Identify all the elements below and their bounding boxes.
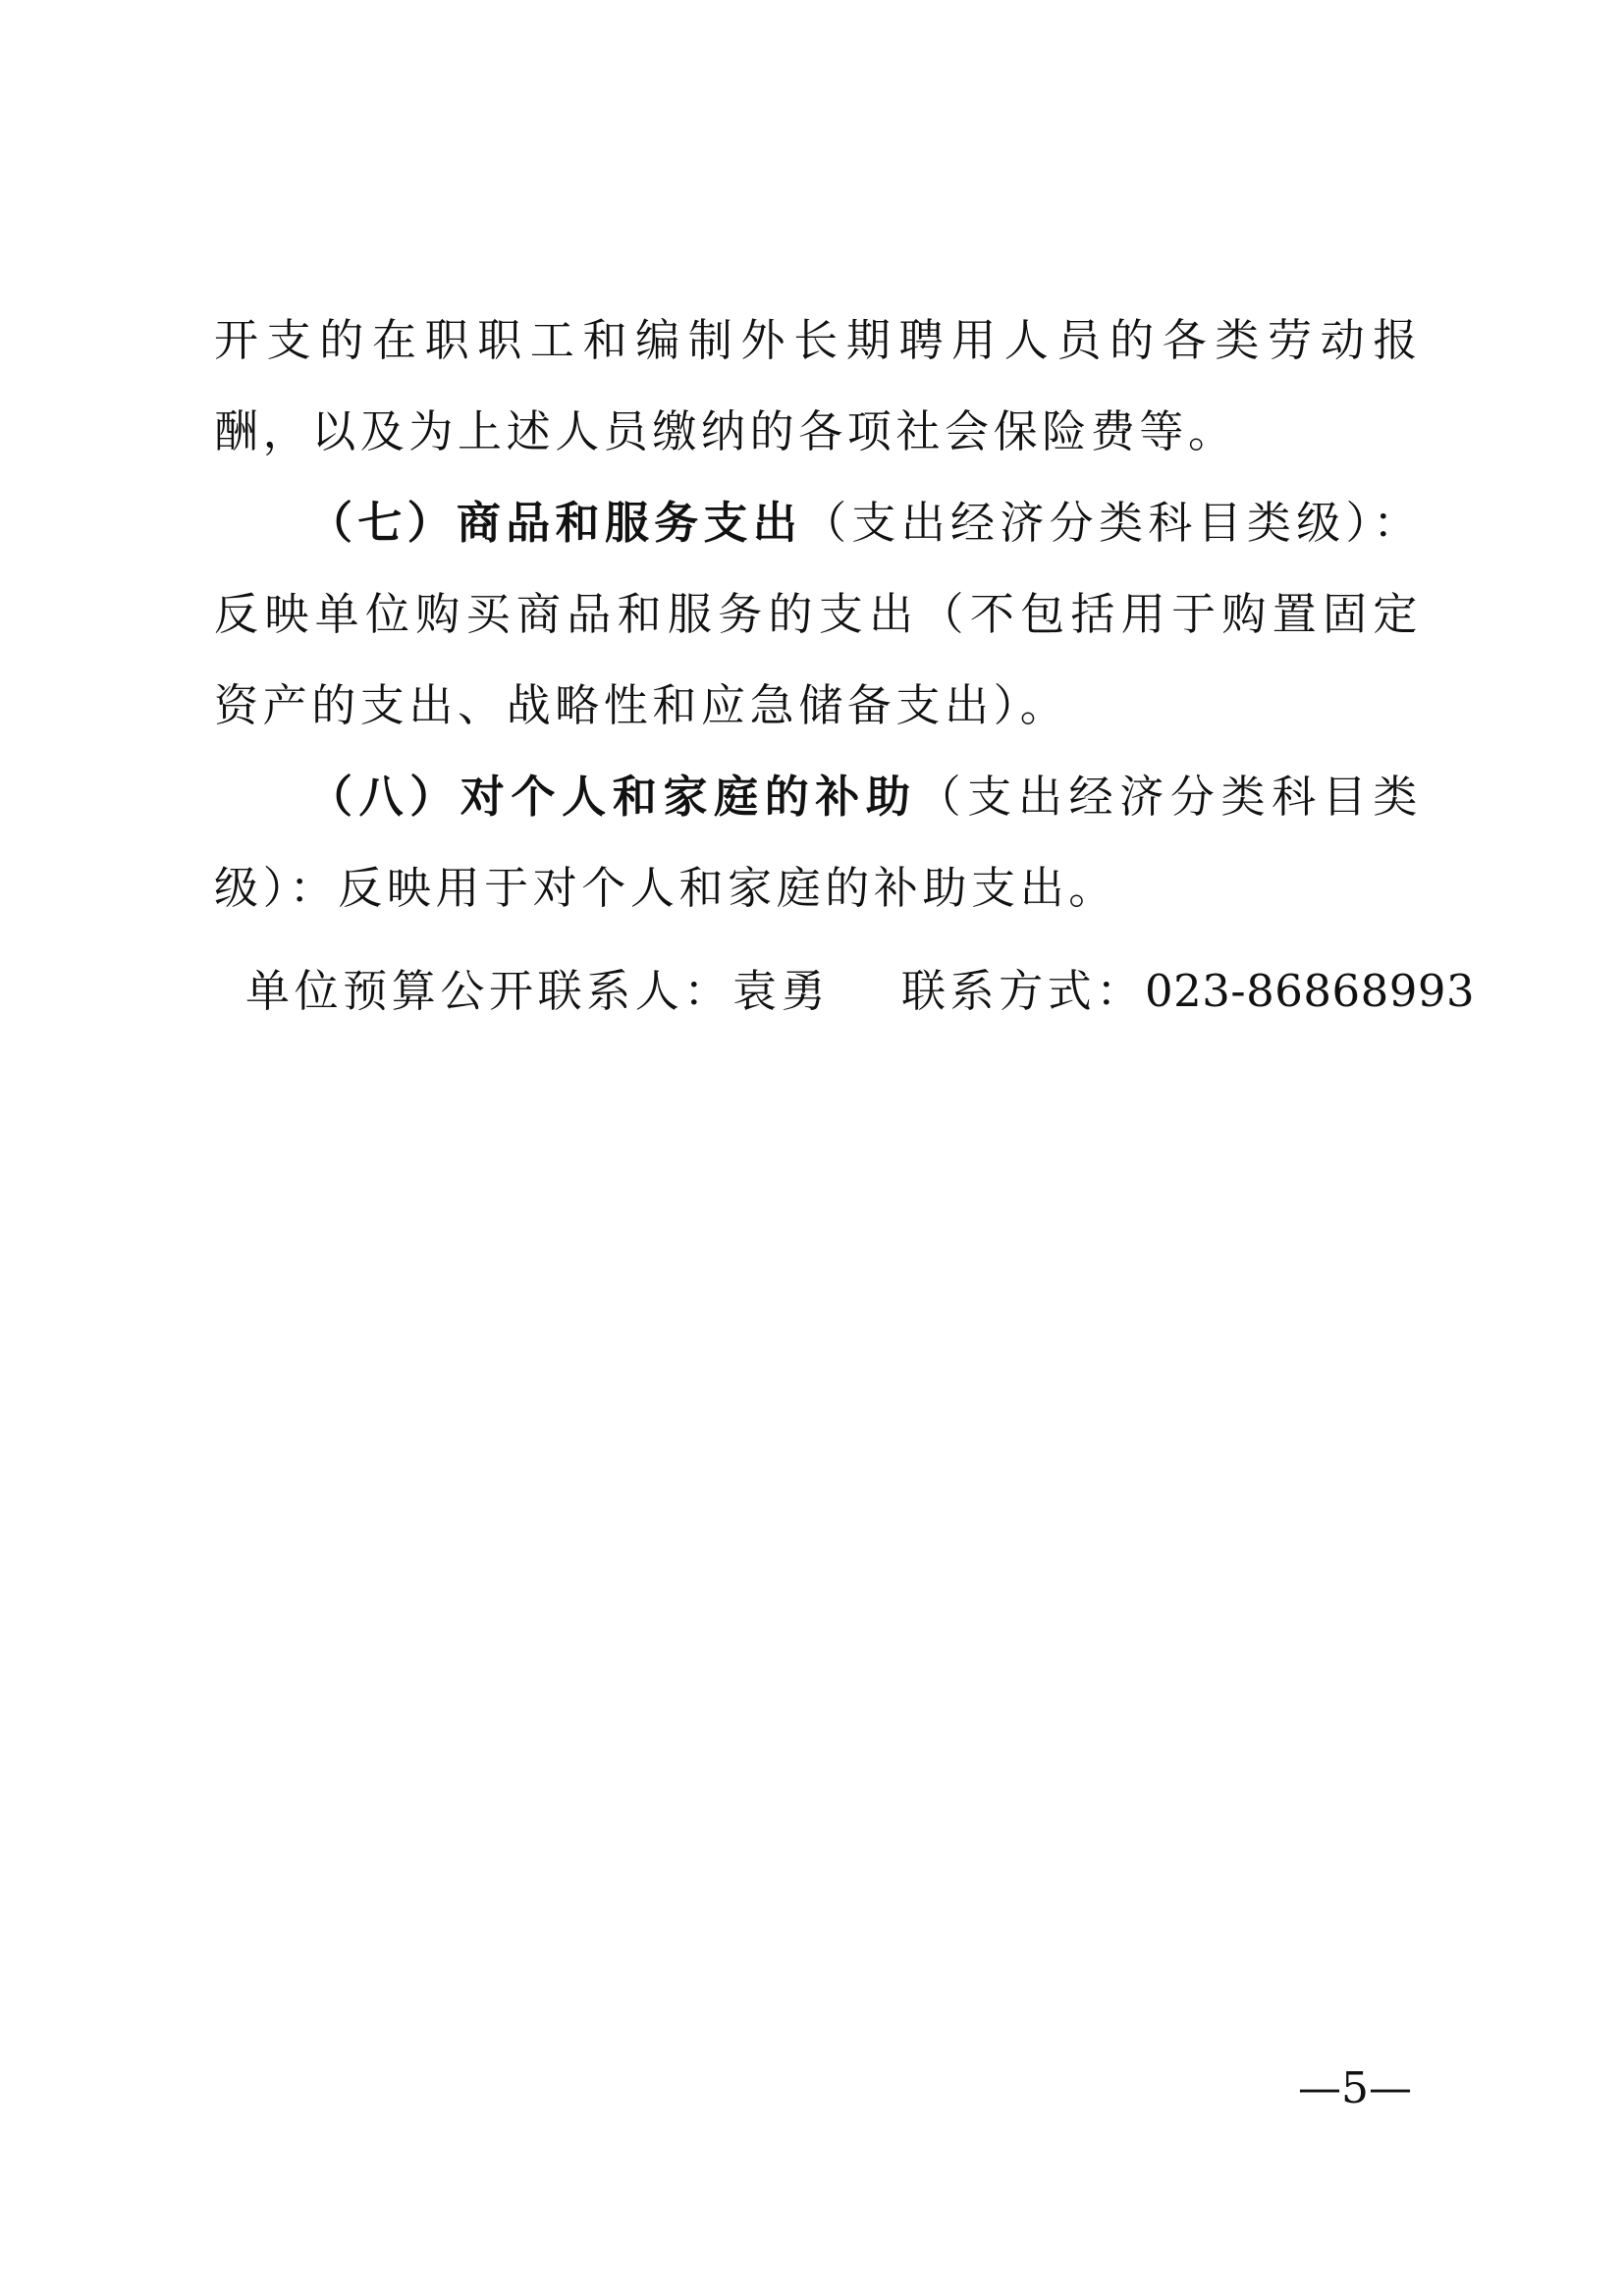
contact-person-name: 袁勇 bbox=[732, 965, 831, 1017]
paragraph-wage-continuation bbox=[214, 294, 1422, 477]
page-number: —5— bbox=[1298, 2063, 1412, 2113]
contact-method bbox=[901, 957, 1475, 1026]
body-text bbox=[214, 294, 1422, 934]
paragraph-goods-services bbox=[214, 477, 1422, 751]
contact-line bbox=[245, 957, 1476, 1026]
section-heading-household-subsidy: （八）对个人和家庭的补助 bbox=[308, 771, 917, 823]
paragraph-text: （支出经济分类科目类级）：反映用于对个人和家庭的补助支出。 bbox=[214, 771, 1422, 914]
section-heading-goods-services: （七）商品和服务支出 bbox=[308, 497, 803, 549]
paragraph-text: 开支的在职职工和编制外长期聘用人员的各类劳动报酬，以及为上述人员缴纳的各项社会保险费等。 bbox=[214, 314, 1422, 457]
contact-phone: 023-86868993 bbox=[1145, 965, 1476, 1017]
paragraph-household-subsidy bbox=[214, 751, 1422, 934]
contact-person bbox=[245, 957, 830, 1026]
paragraph-text: （支出经济分类科目类级）：反映单位购买商品和服务的支出（不包括用于购置固定资产的支出、战略性和应急储备支出）。 bbox=[214, 497, 1422, 731]
contact-person-label: 单位预算公开联系人： bbox=[245, 965, 733, 1017]
contact-method-label: 联系方式： bbox=[901, 965, 1146, 1017]
